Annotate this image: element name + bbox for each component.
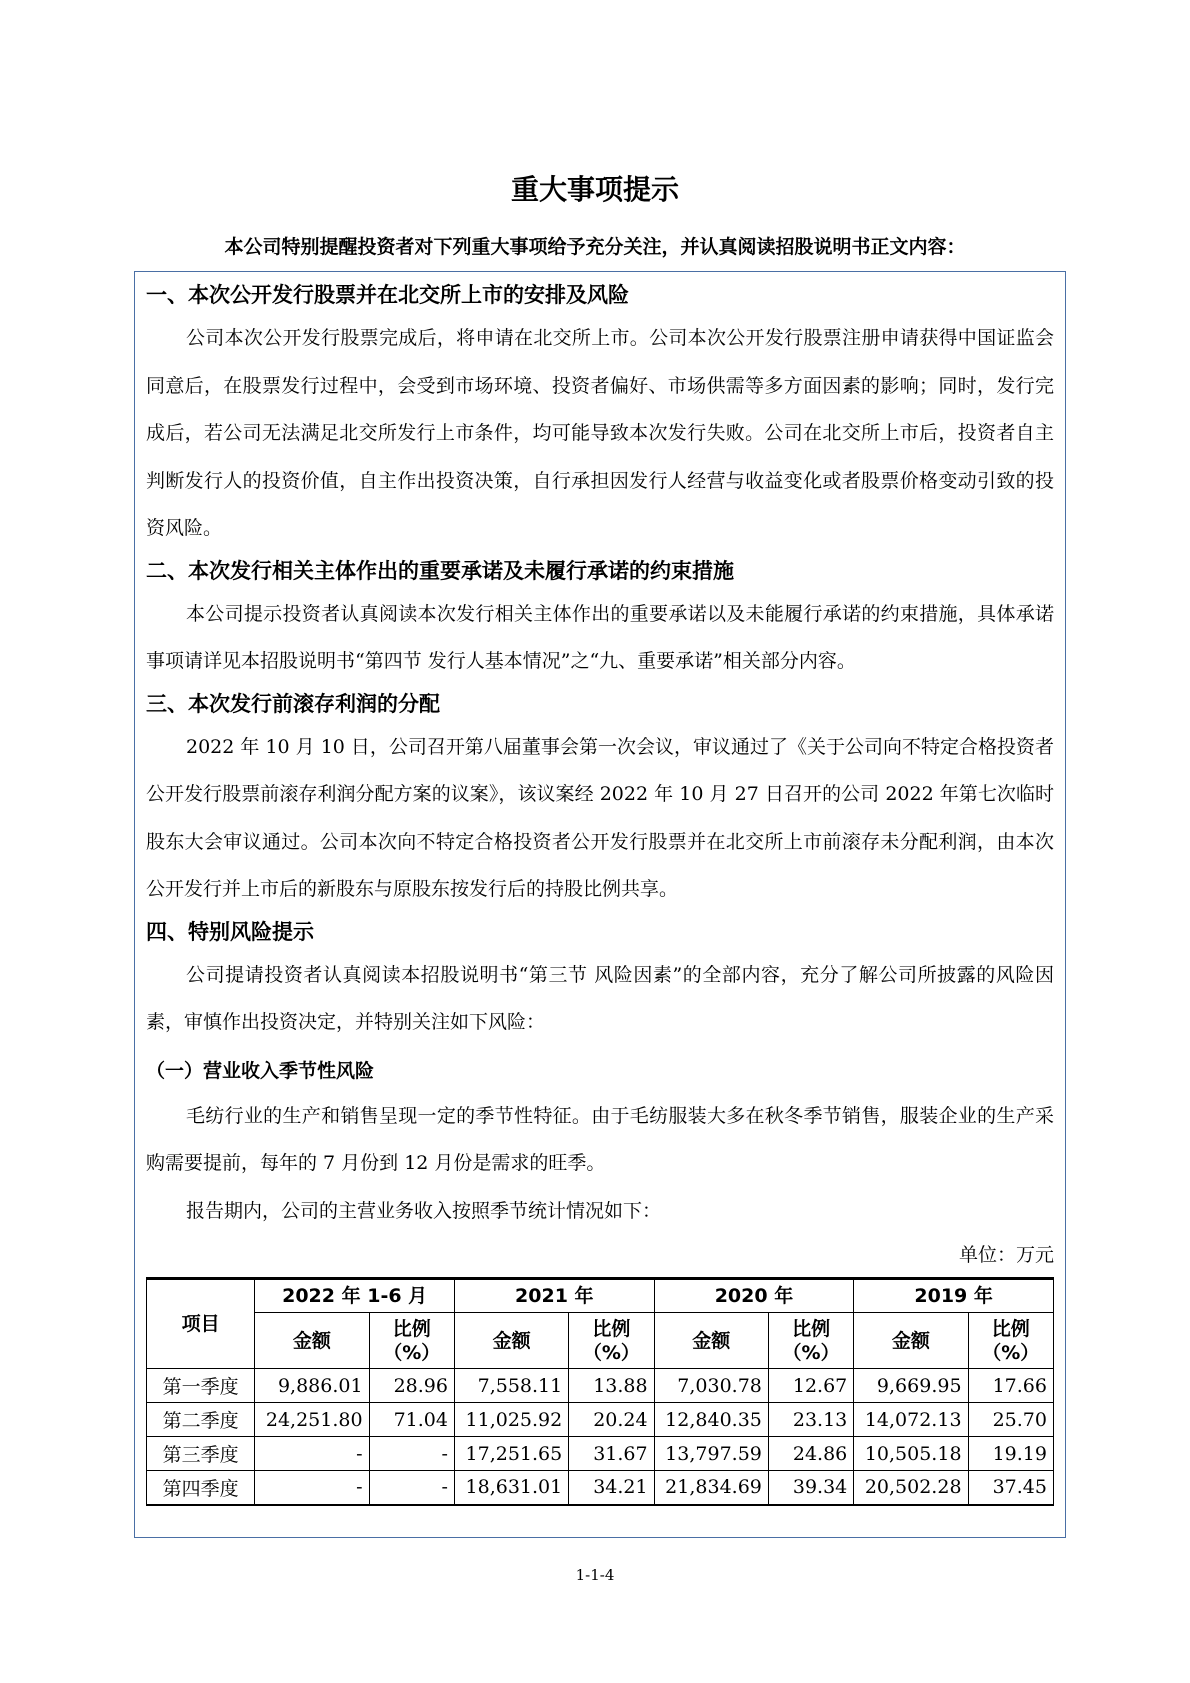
table-cell: 31.67 bbox=[569, 1437, 654, 1471]
table-cell: 21,834.69 bbox=[654, 1471, 768, 1505]
subsection-paragraph-1: 毛纺行业的生产和销售呈现一定的季节性特征。由于毛纺服装大多在秋冬季节销售，服装企业的生产采购需要提前，每年的 7 月份到 12 月份是需求的旺季。 bbox=[146, 1104, 1054, 1174]
period-header: 2020 年 bbox=[654, 1279, 854, 1313]
page-subtitle: 本公司特别提醒投资者对下列重大事项给予充分关注，并认真阅读招股说明书正文内容： bbox=[224, 236, 966, 258]
table-cell: - bbox=[255, 1471, 369, 1505]
row-label: 第三季度 bbox=[147, 1437, 255, 1471]
page-title: 重大事项提示 bbox=[510, 173, 679, 206]
table-cell: 71.04 bbox=[369, 1403, 454, 1437]
table-cell: 20,502.28 bbox=[854, 1471, 968, 1505]
section-heading-2: 二、本次发行相关主体作出的重要承诺及未履行承诺的约束措施 bbox=[146, 558, 734, 583]
table-row bbox=[147, 1471, 1054, 1505]
subsection-heading: （一）营业收入季节性风险 bbox=[146, 1059, 375, 1082]
table-cell: 39.34 bbox=[768, 1471, 853, 1505]
row-label: 第二季度 bbox=[147, 1403, 255, 1437]
section-heading-3: 三、本次发行前滚存利润的分配 bbox=[146, 691, 440, 716]
table-cell: 9,669.95 bbox=[854, 1369, 968, 1403]
ratio-header: 比例 （%） bbox=[369, 1313, 454, 1369]
table-row bbox=[147, 1437, 1054, 1471]
table-cell: 12,840.35 bbox=[654, 1403, 768, 1437]
table-cell: 17,251.65 bbox=[454, 1437, 568, 1471]
table-cell: 7,030.78 bbox=[654, 1369, 768, 1403]
table-cell: 25.70 bbox=[968, 1403, 1053, 1437]
period-header: 2021 年 bbox=[454, 1279, 654, 1313]
table-row bbox=[147, 1403, 1054, 1437]
table-row bbox=[147, 1369, 1054, 1403]
section-1-paragraph: 公司本次公开发行股票完成后，将申请在北交所上市。公司本次公开发行股票注册申请获得中国证监会同意后，在股票发行过程中，会受到市场环境、投资者偏好、市场供需等多方面因素的影响；同时，发行完成后，若公司无法满足北交所发行上市条件，均可能导致本次发行失败。公司在北交所上市后，投资者自主判断发行人的投资价值，自主作出投资决策，自行承担因发行人经营与收益变化或者股票价格变动引致的投资风险。 bbox=[146, 327, 1054, 539]
table-cell: 19.19 bbox=[968, 1437, 1053, 1471]
amount-header: 金额 bbox=[255, 1313, 369, 1369]
amount-header: 金额 bbox=[654, 1313, 768, 1369]
table-cell: 24,251.80 bbox=[255, 1403, 369, 1437]
table-cell: 13,797.59 bbox=[654, 1437, 768, 1471]
ratio-header: 比例 （%） bbox=[968, 1313, 1053, 1369]
table-cell: 18,631.01 bbox=[454, 1471, 568, 1505]
table-cell: 12.67 bbox=[768, 1369, 853, 1403]
content-body bbox=[146, 279, 1054, 1506]
table-cell: 37.45 bbox=[968, 1471, 1053, 1505]
period-header: 2022 年 1-6 月 bbox=[255, 1279, 455, 1313]
table-cell: - bbox=[369, 1437, 454, 1471]
amount-header: 金额 bbox=[854, 1313, 968, 1369]
section-heading-1: 一、本次公开发行股票并在北交所上市的安排及风险 bbox=[146, 283, 629, 307]
item-header: 项目 bbox=[147, 1279, 255, 1369]
section-2-paragraph: 本公司提示投资者认真阅读本次发行相关主体作出的重要承诺以及未能履行承诺的约束措施，具体承诺事项请详见本招股说明书“第四节 发行人基本情况”之“九、重要承诺”相关部分内容。 bbox=[146, 602, 1054, 672]
table-cell: - bbox=[369, 1471, 454, 1505]
seasonal-revenue-table bbox=[146, 1277, 1054, 1506]
table-cell: 7,558.11 bbox=[454, 1369, 568, 1403]
table-cell: - bbox=[255, 1437, 369, 1471]
ratio-header: 比例 （%） bbox=[569, 1313, 654, 1369]
unit-label: 单位：万元 bbox=[958, 1244, 1054, 1266]
table-cell: 10,505.18 bbox=[854, 1437, 968, 1471]
table-cell: 24.86 bbox=[768, 1437, 853, 1471]
table-cell: 14,072.13 bbox=[854, 1403, 968, 1437]
table-cell: 13.88 bbox=[569, 1369, 654, 1403]
section-heading-4: 四、特别风险提示 bbox=[146, 919, 314, 944]
section-4-paragraph: 公司提请投资者认真阅读本招股说明书“第三节 风险因素”的全部内容，充分了解公司所披露的风险因素，审慎作出投资决定，并特别关注如下风险： bbox=[146, 963, 1054, 1033]
row-label: 第四季度 bbox=[147, 1471, 255, 1505]
subsection-paragraph-2: 报告期内，公司的主营业务收入按照季节统计情况如下： bbox=[186, 1199, 662, 1222]
ratio-header: 比例 （%） bbox=[768, 1313, 853, 1369]
section-3-paragraph: 2022 年 10 月 10 日，公司召开第八届董事会第一次会议，审议通过了《关于公司向不特定合格投资者公开发行股票前滚存利润分配方案的议案》，该议案经 2022 年 10 月 27 日召开的公司 2022 年第七次临时股东大会审议通过。公司本次向不特定合格投资者公开发行股票并在北交所上市前滚存未分配利润，由本次公开发行并上市后的新股东与原股东按发行后的持股比例共享。 bbox=[146, 735, 1054, 900]
table-cell: 34.21 bbox=[569, 1471, 654, 1505]
table-cell: 23.13 bbox=[768, 1403, 853, 1437]
amount-header: 金额 bbox=[454, 1313, 568, 1369]
table-cell: 11,025.92 bbox=[454, 1403, 568, 1437]
row-label: 第一季度 bbox=[147, 1369, 255, 1403]
table-cell: 28.96 bbox=[369, 1369, 454, 1403]
table-cell: 9,886.01 bbox=[255, 1369, 369, 1403]
period-header: 2019 年 bbox=[854, 1279, 1054, 1313]
page-number: 1-1-4 bbox=[575, 1566, 615, 1584]
table-cell: 20.24 bbox=[569, 1403, 654, 1437]
table-cell: 17.66 bbox=[968, 1369, 1053, 1403]
